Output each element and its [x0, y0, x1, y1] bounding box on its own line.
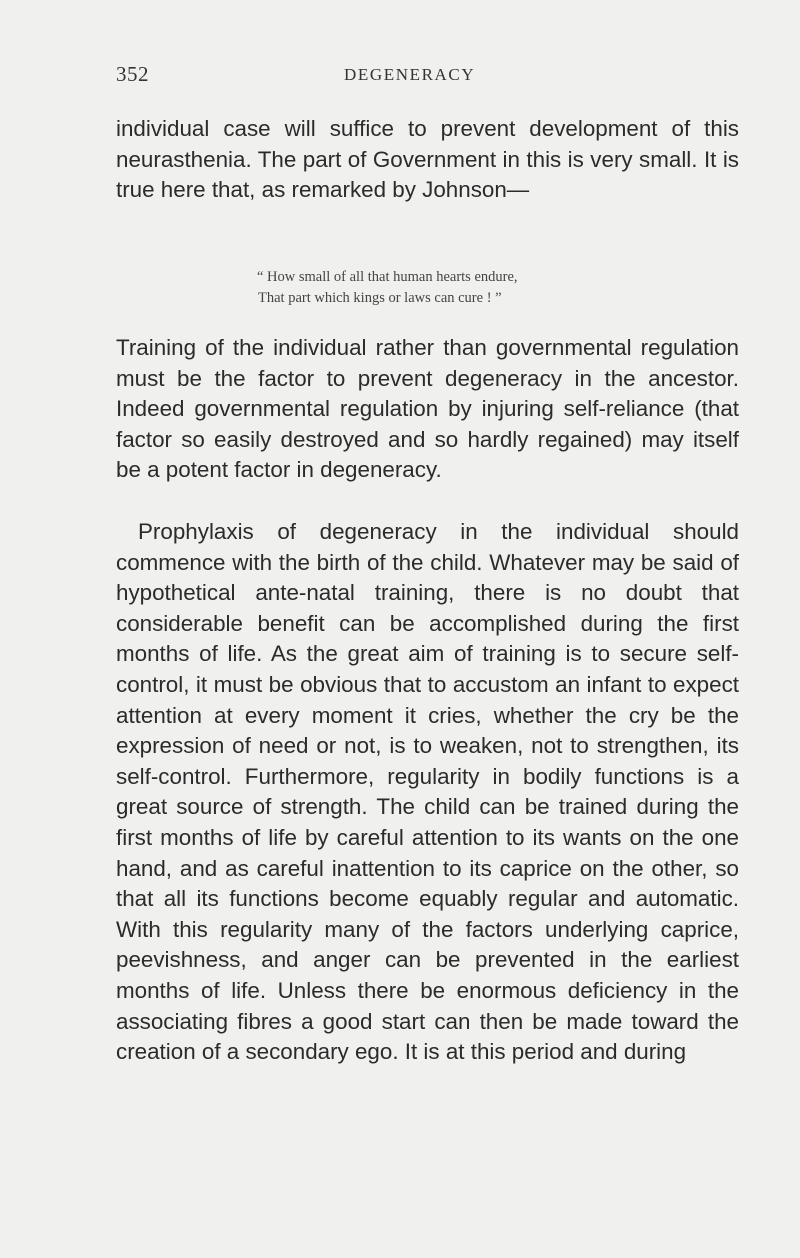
- paragraph-1: individual case will suffice to prevent development of this neurasthenia. The part of Government in this is very small. It is true here that, as remarked by Johnson—: [116, 116, 739, 203]
- quote-line-1: “ How small of all that human hearts endure,: [257, 269, 518, 285]
- quote-line-2: That part which kings or laws can cure ! ”: [258, 290, 502, 306]
- block-quote: [257, 267, 677, 309]
- page-number: 352: [116, 62, 149, 86]
- page-header: [116, 62, 739, 92]
- paragraph-2: Training of the individual rather than governmental regulation must be the factor to prevent degeneracy in the ancestor. Indeed governmental regulation by injuring self-reliance (that factor so easily destroyed and so hardly regained) may itself be a potent factor in degeneracy.: [116, 335, 739, 483]
- running-head: DEGENERACY: [344, 65, 476, 84]
- paragraph-3: Prophylaxis of degeneracy in the individual should commence with the birth of the child. Whatever may be said of hypothetical ante-natal training, there is no doubt that considerable benefit can be accomplished during the first months of life. As the great aim of training is to secure self-control, it must be obvious that to accustom an infant to expect attention at every moment it cries, whether the cry be the expression of need or not, is to weaken, not to strengthen, its self-control. Furthermore, regularity in bodily functions is a great source of strength. The child can be trained during the first months of life by careful attention to its wants on the one hand, and as careful inattention to its caprice on the other, so that all its functions become equably regular and automatic. With this regularity many of the factors underlying caprice, peevishness, and anger can be prevented in the earliest months of life. Unless there be enormous deficiency in the associating fibres a good start can then be made toward the creation of a secondary ego. It is at this period and during: [116, 519, 739, 1065]
